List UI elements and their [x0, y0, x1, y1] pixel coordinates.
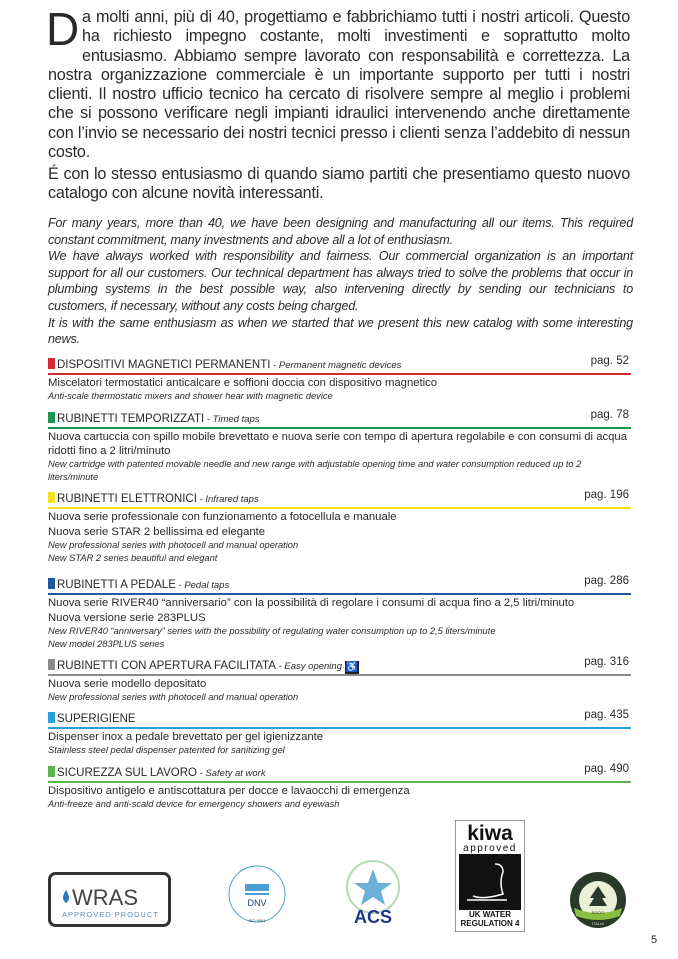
section-header: [48, 575, 631, 595]
wras-logo: [48, 872, 171, 927]
catalog-section: [48, 709, 631, 757]
color-marker: [48, 712, 55, 723]
svg-text:ITALIA: ITALIA: [592, 921, 604, 926]
section-header: [48, 656, 631, 676]
section-title: SUPERIGIENE: [57, 713, 136, 725]
catalog-section: [48, 489, 631, 565]
intro-en-p3: It is with the same enthusiasm as when we started that we present this new catalog with some interesting news.: [48, 315, 633, 347]
section-line-it: Nuova serie professionale con funzionamento a fotocellula e manuale: [48, 511, 397, 523]
page-reference[interactable]: pag. 286: [584, 575, 629, 587]
section-subtitle: - Pedal taps: [175, 580, 230, 591]
section-line-it: Nuova serie RIVER40 “anniversario” con la possibilità di regolare i consumi di acqua fino a 2,5 litri/minuto: [48, 597, 575, 609]
section-line-it: Nuova cartuccia con spillo mobile brevettato e nuova serie con tempo di apertura regolabile e con consumi di acqua ridotti fino a 2 litri/minuto: [48, 431, 627, 457]
acs-logo: [340, 855, 406, 927]
section-header: [48, 355, 631, 375]
page-reference[interactable]: pag. 196: [584, 489, 629, 501]
section-line-it: Dispositivo antigelo e antiscottatura per docce e lavaocchi di emergenza: [48, 785, 410, 797]
section-line-en: New model 283PLUS series: [48, 639, 165, 649]
wheelchair-icon: ♿: [345, 662, 359, 673]
intro-english: [48, 215, 633, 348]
section-title: RUBINETTI CON APERTURA FACILITATA: [57, 660, 276, 672]
svg-text:WRAS: WRAS: [72, 885, 138, 910]
svg-text:approved: approved: [463, 843, 517, 854]
section-title: SICUREZZA SUL LAVORO: [57, 767, 197, 779]
green-building-council-logo: [568, 870, 628, 932]
color-marker: [48, 358, 55, 369]
section-header: [48, 763, 631, 783]
catalog-section: [48, 355, 631, 403]
section-line-en: Stainless steel pedal dispenser patented for sanitizing gel: [48, 745, 285, 755]
drop-cap: D: [46, 3, 80, 55]
color-marker: [48, 412, 55, 423]
svg-text:kiwa: kiwa: [467, 822, 513, 845]
section-title: RUBINETTI ELETTRONICI: [57, 493, 197, 505]
section-line-en: Anti-freeze and anti-scald device for emergency showers and eyewash: [48, 799, 340, 809]
section-line-en: New cartridge with patented movable needle and new range with adjustable opening time and water consumption reduced up to 2 liters/minute: [48, 459, 582, 482]
intro-it-text: a molti anni, più di 40, progettiamo e fabbrichiamo tutti i nostri articoli. Questo ha richiesto impegno costante, molti investimenti e soprattutto molto entusiasmo. Abbiamo sempre lavorato con responsabilità e correttezza. La nostra organizzazione commerciale è un importante supporto per tutti i nostri clienti. Il nostro ufficio tecnico ha cercato di risolvere sempre al meglio i problemi che si possono verificare negli impianti idraulici intervenendo anche direttamente con l’invio se necessario dei nostri tecnici presso i clienti senza l’addebito di nessun costo.: [48, 8, 630, 162]
intro-italian-p1: [46, 3, 630, 162]
section-title: RUBINETTI TEMPORIZZATI: [57, 413, 205, 425]
section-line-en: New RIVER40 “anniversary” series with the possibility of regulating water consumption up to 2,5 liters/minute: [48, 626, 496, 636]
section-subtitle: - Safety at work: [196, 768, 266, 779]
intro-italian-p2: É con lo stesso entusiasmo di quando siamo partiti che presentiamo questo nuovo catalogo con alcune novità interessanti.: [48, 165, 630, 203]
kiwa-regulation-text: UK WATER REGULATION 4: [460, 910, 520, 928]
section-title: DISPOSITIVI MAGNETICI PERMANENTI: [57, 359, 271, 371]
page-reference[interactable]: pag. 316: [584, 656, 629, 668]
catalog-section: [48, 656, 631, 704]
section-line-en: New professional series with photocell and manual operation: [48, 540, 299, 550]
dnv-iso9001-logo: [225, 862, 289, 926]
section-line-it: Nuova serie STAR 2 bellissima ed elegante: [48, 526, 266, 538]
section-line-it: Miscelatori termostatici anticalcare e soffioni doccia con dispositivo magnetico: [48, 377, 438, 389]
section-header: [48, 409, 631, 429]
page-reference[interactable]: pag. 78: [590, 409, 629, 421]
section-line-it: Dispenser inox a pedale brevettato per gel igienizzante: [48, 731, 324, 743]
color-marker: [48, 578, 55, 589]
color-marker: [48, 766, 55, 777]
intro-en-p1: For many years, more than 40, we have been designing and manufacturing all our items. This required constant commitment, many investments and above all a lot of enthusiasm.: [48, 216, 633, 247]
svg-text:APPROVED PRODUCT: APPROVED PRODUCT: [62, 910, 159, 919]
catalog-section: [48, 575, 631, 651]
svg-text:ISO 9001: ISO 9001: [248, 918, 266, 923]
section-line-it: Nuova serie modello depositato: [48, 678, 207, 690]
page-reference[interactable]: pag. 52: [590, 355, 629, 367]
intro-en-p2: We have always worked with responsibility and fairness. Our commercial organization is an important support for all our customers. Our technical department has always tried to solve the problems that occur in plumbing systems in the best possible way, also intervening directly by sending our technicians to customers, if necessary, without any costs being charged.: [48, 249, 633, 313]
color-marker: [48, 492, 55, 503]
section-line-it: Nuova versione serie 283PLUS: [48, 612, 206, 624]
section-line-en: New STAR 2 series beautiful and elegant: [48, 553, 218, 563]
section-subtitle: - Timed taps: [204, 414, 260, 425]
section-line-en: Anti-scale thermostatic mixers and shower hear with magnetic device: [48, 391, 333, 401]
section-header: [48, 709, 631, 729]
color-marker: [48, 659, 55, 670]
svg-text:DNV: DNV: [247, 898, 267, 908]
page-number: 5: [651, 934, 658, 946]
section-subtitle: - Permanent magnetic devices: [270, 360, 402, 371]
catalog-section: [48, 763, 631, 811]
catalog-section: [48, 409, 631, 484]
section-header: [48, 489, 631, 509]
section-subtitle: - Easy opening: [275, 661, 342, 672]
svg-text:ACS: ACS: [353, 907, 393, 927]
page-reference[interactable]: pag. 435: [584, 709, 629, 721]
section-title: RUBINETTI A PEDALE: [57, 579, 176, 591]
page-reference[interactable]: pag. 490: [584, 763, 629, 775]
section-line-en: New professional series with photocell and manual operation: [48, 692, 299, 702]
svg-text:SOCIO: SOCIO: [591, 910, 605, 915]
section-subtitle: - Infrared taps: [196, 494, 259, 505]
